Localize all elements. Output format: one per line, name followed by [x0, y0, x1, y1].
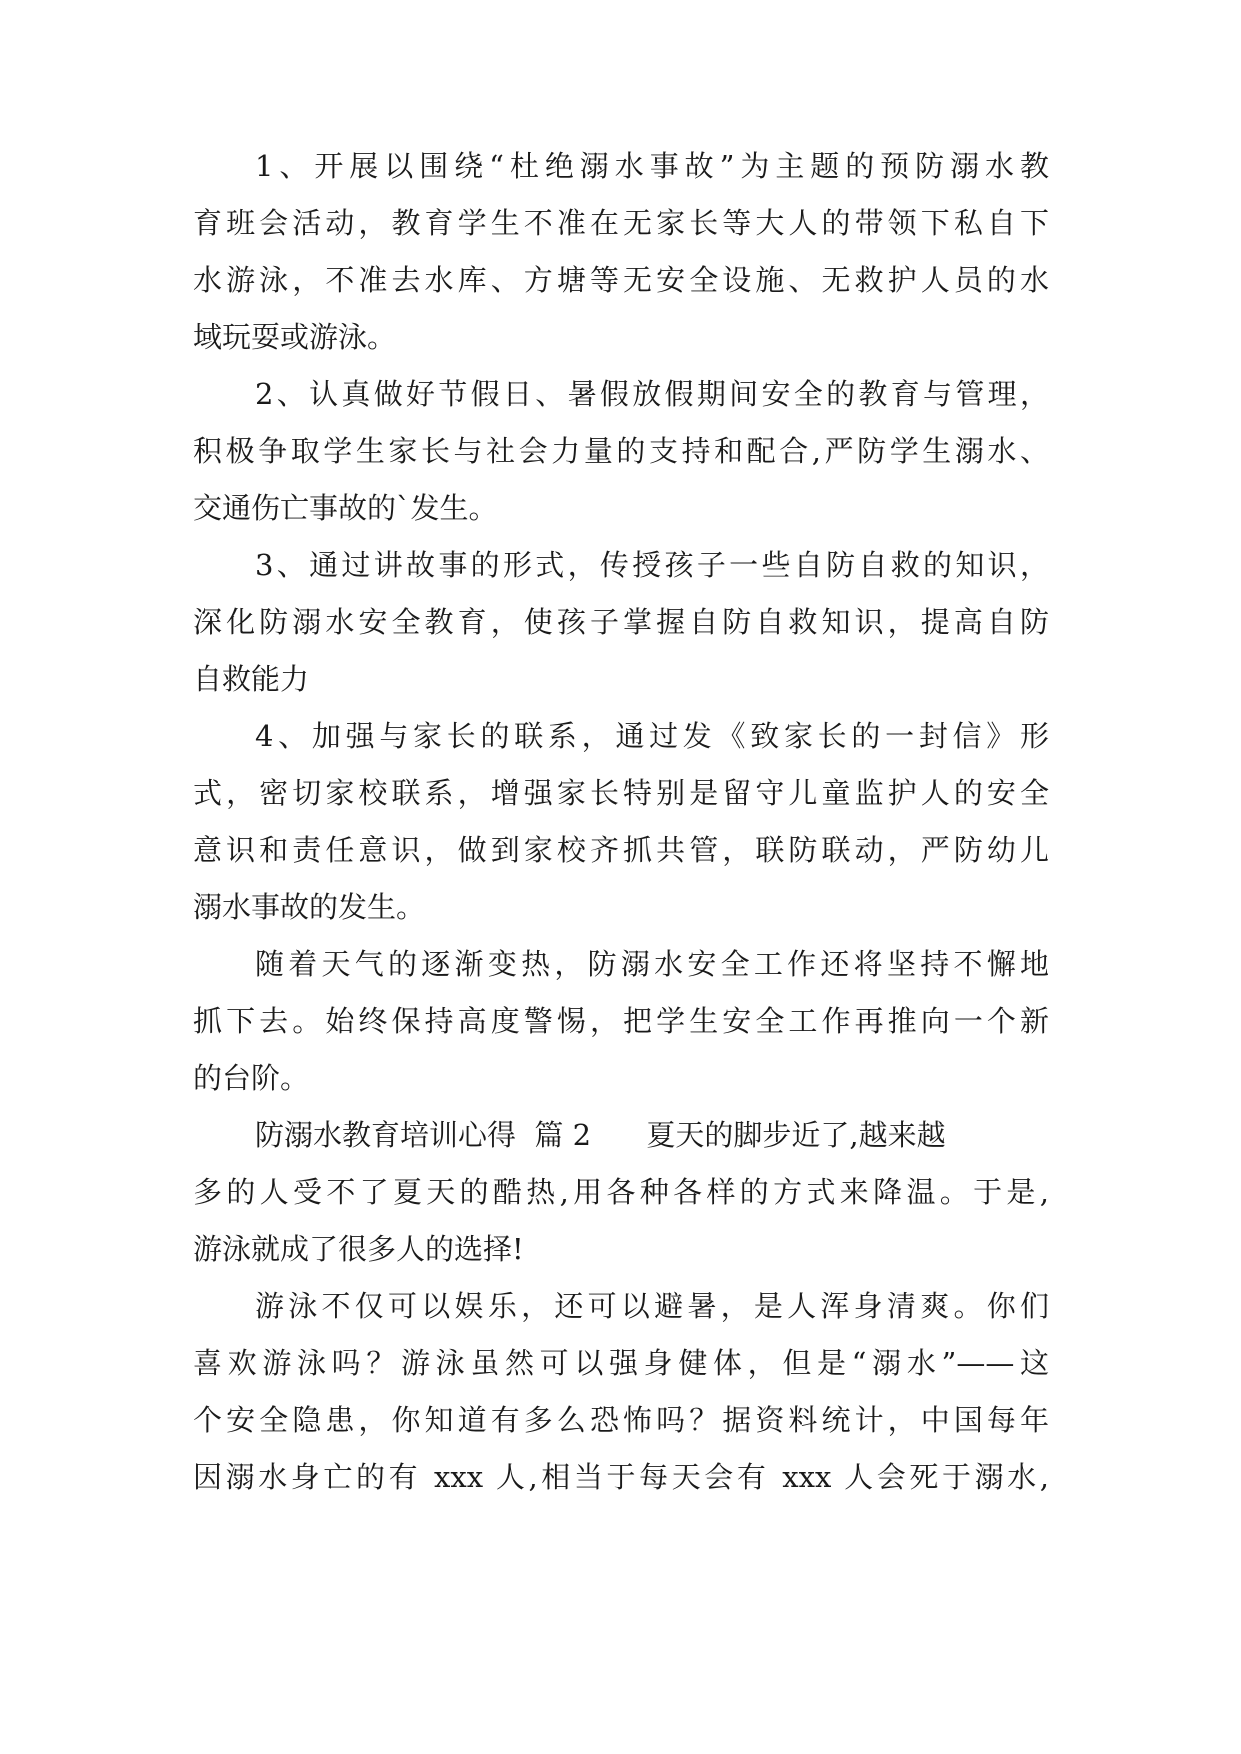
paragraph-3-line-3: 自救能力 [193, 662, 310, 696]
paragraph-5-line-3: 的台阶。 [193, 1061, 310, 1095]
paragraph-2-line-1: 2、认真做好节假日、暑假放假期间安全的教育与管理， [255, 377, 1049, 411]
paragraph-5-line-2: 抓下去。始终保持高度警惕，把学生安全工作再推向一个新 [193, 1004, 1049, 1038]
paragraph-7-line-3: 个安全隐患，你知道有多么恐怖吗？据资料统计，中国每年 [193, 1403, 1049, 1437]
paragraph-7-line-1: 游泳不仅可以娱乐，还可以避暑，是人浑身清爽。你们 [255, 1289, 1049, 1323]
paragraph-1-line-2: 育班会活动，教育学生不准在无家长等大人的带领下私自下 [193, 206, 1049, 240]
paragraph-7-line-4: 因溺水身亡的有 xxx 人,相当于每天会有 xxx 人会死于溺水, [193, 1460, 1049, 1494]
paragraph-4-line-2: 式，密切家校联系，增强家长特别是留守儿童监护人的安全 [193, 776, 1049, 810]
section-heading-line: 防溺水教育培训心得 篇 2 夏天的脚步近了,越来越 [255, 1118, 946, 1152]
paragraph-2-line-3: 交通伤亡事故的`发生。 [193, 491, 498, 525]
paragraph-1-line-3: 水游泳，不准去水库、方塘等无安全设施、无救护人员的水 [193, 263, 1049, 297]
paragraph-1-line-4: 域玩耍或游泳。 [193, 320, 397, 354]
paragraph-2-line-2: 积极争取学生家长与社会力量的支持和配合,严防学生溺水、 [193, 434, 1049, 468]
paragraph-7-line-2: 喜欢游泳吗？游泳虽然可以强身健体，但是“溺水”——这 [193, 1346, 1049, 1380]
paragraph-6-line-2: 多的人受不了夏天的酷热,用各种各样的方式来降温。于是, [193, 1175, 1049, 1209]
paragraph-6-line-3: 游泳就成了很多人的选择! [193, 1232, 524, 1266]
paragraph-4-line-4: 溺水事故的发生。 [193, 890, 426, 924]
paragraph-5-line-1: 随着天气的逐渐变热，防溺水安全工作还将坚持不懈地 [255, 947, 1049, 981]
paragraph-4-line-1: 4、加强与家长的联系，通过发《致家长的一封信》形 [255, 719, 1049, 753]
paragraph-1-line-1: 1、开展以围绕“杜绝溺水事故”为主题的预防溺水教 [255, 149, 1049, 183]
paragraph-3-line-1: 3、通过讲故事的形式，传授孩子一些自防自救的知识， [255, 548, 1049, 582]
paragraph-4-line-3: 意识和责任意识，做到家校齐抓共管，联防联动，严防幼儿 [193, 833, 1049, 867]
paragraph-3-line-2: 深化防溺水安全教育，使孩子掌握自防自救知识，提高自防 [193, 605, 1049, 639]
